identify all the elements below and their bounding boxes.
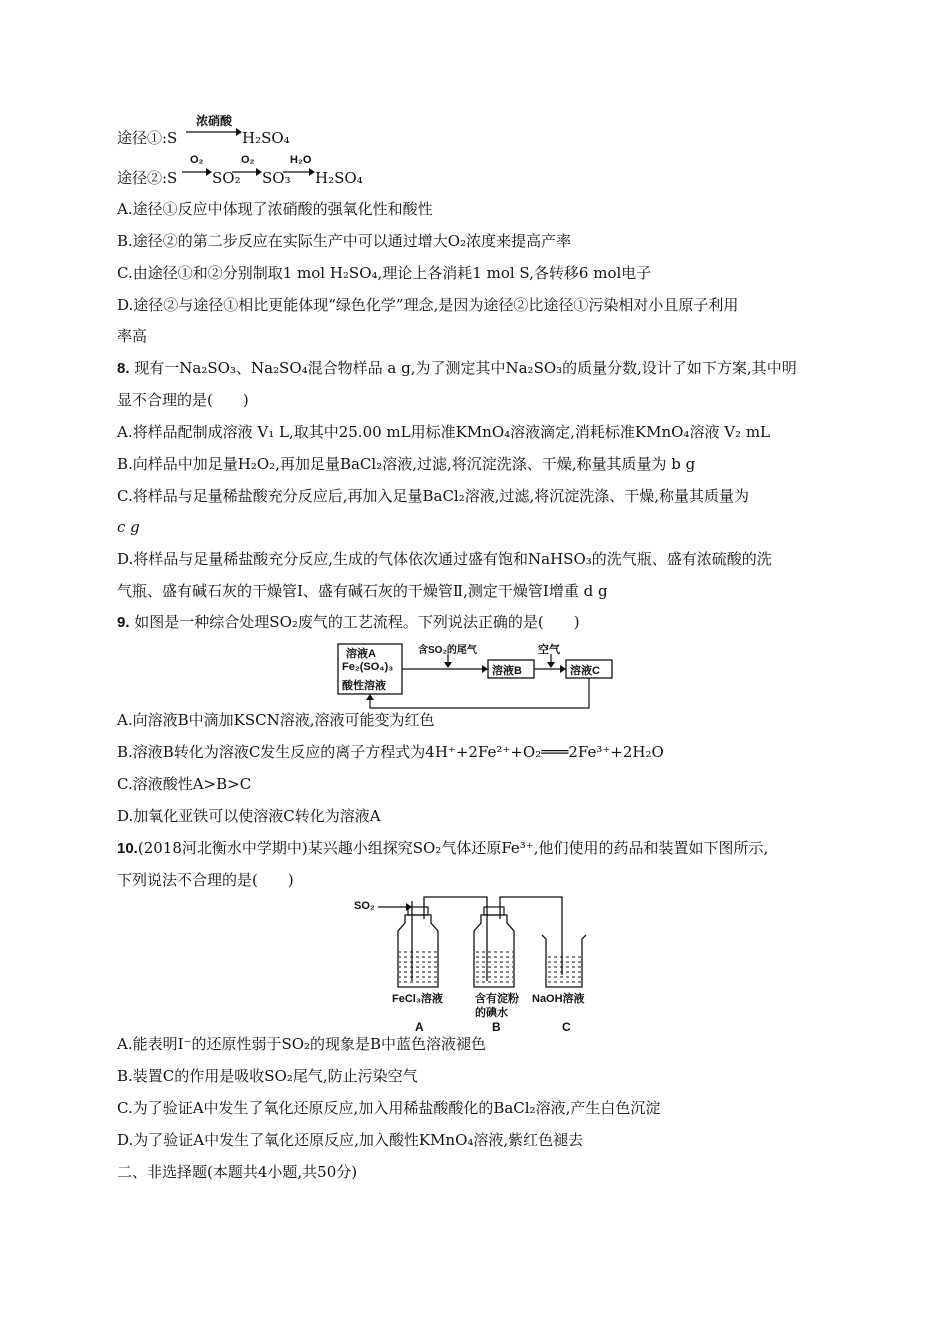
q8-option-a: A.将样品配制成溶液 V₁ L,取其中25.00 mL用标准KMnO₄溶液滴定,消耗标准KMnO₄溶液 V₂ mL — [117, 423, 771, 441]
q7-option-c: C.由途径①和②分别制取1 mol H₂SO₄,理论上各消耗1 mol S,各转移6 mol电子 — [117, 264, 652, 282]
q8-stem-line2: 显不合理的是( ) — [117, 391, 249, 409]
route2-product1: SO₂ — [212, 169, 241, 187]
q10-option-c: C.为了验证A中发生了氧化还原反应,加入用稀盐酸酸化的BaCl₂溶液,产生白色沉淀 — [117, 1099, 661, 1117]
route2-product2: SO₃ — [262, 169, 291, 187]
beaker-c — [542, 935, 586, 987]
route2-reagent2: O₂ — [241, 154, 255, 166]
q10-option-a: A.能表明I⁻的还原性弱于SO₂的现象是B中蓝色溶液褪色 — [117, 1035, 487, 1053]
q10-stem-text: (2018河北衡水中学期中)某兴趣小组探究SO₂气体还原Fe³⁺,他们使用的药品和装置如下图所示, — [137, 839, 769, 857]
q8-number: 8. — [117, 360, 130, 377]
q8-option-c-line2: c g — [117, 518, 140, 536]
q10-stem-line2: 下列说法不合理的是( ) — [117, 871, 294, 889]
q10-number: 10. — [117, 840, 138, 857]
route1-reagent: 浓硝酸 — [196, 114, 233, 128]
route1-prefix: 途径①:S — [117, 129, 178, 147]
label-acidic-solution: 酸性溶液 — [342, 680, 386, 692]
q10-stem-line1 — [117, 838, 768, 859]
q9-stem-text: 如图是一种综合处理SO₂废气的工艺流程。下列说法正确的是( ) — [134, 613, 580, 631]
route2-reagent1: O₂ — [190, 154, 204, 166]
q9-stem — [117, 612, 580, 633]
q9-option-a: A.向溶液B中滴加KSCN溶液,溶液可能变为红色 — [117, 711, 435, 729]
q7-option-a: A.途径①反应中体现了浓硝酸的强氧化性和酸性 — [117, 200, 433, 218]
q8-option-d-line1: D.将样品与足量稀盐酸充分反应,生成的气体依次通过盛有饱和NaHSO₃的洗气瓶、盛有浓硫酸的洗 — [117, 550, 772, 568]
section-two-heading: 二、非选择题(本题共4小题,共50分) — [117, 1163, 358, 1181]
label-starch-line1: 含有淀粉 — [475, 993, 519, 1005]
route2-arrow3 — [283, 166, 315, 178]
q10-apparatus-diagram — [350, 895, 610, 995]
route2-arrow2 — [232, 166, 262, 178]
route2-product3: H₂SO₄ — [315, 169, 363, 187]
label-so2-inlet: SO₂ — [354, 900, 375, 912]
label-fecl3: FeCl₃溶液 — [392, 993, 443, 1005]
route1-product: H₂SO₄ — [242, 129, 290, 147]
q10-option-d: D.为了验证A中发生了氧化还原反应,加入酸性KMnO₄溶液,紫红色褪去 — [117, 1131, 584, 1149]
label-starch-line2: 的碘水 — [475, 1007, 508, 1019]
label-so2-tail-gas: 含SO₂的尾气 — [418, 645, 477, 656]
q8-option-b: B.向样品中加足量H₂O₂,再加足量BaCl₂溶液,过滤,将沉淀洗涤、干燥,称量其质量为 b g — [117, 455, 696, 473]
q9-option-b: B.溶液B转化为溶液C发生反应的离子方程式为4H⁺+2Fe²⁺+O₂═══2Fe³⁺+2H₂O — [117, 743, 664, 761]
label-air: 空气 — [538, 644, 560, 656]
route2-reagent3: H₂O — [290, 154, 312, 166]
route2-prefix: 途径②:S — [117, 169, 178, 187]
q10-option-b: B.装置C的作用是吸收SO₂尾气,防止污染空气 — [117, 1067, 418, 1085]
q7-option-b: B.途径②的第二步反应在实际生产中可以通过增大O₂浓度来提高产率 — [117, 232, 572, 250]
label-fe2so43: Fe₂(SO₄)₃ — [342, 661, 394, 673]
label-solution-c: 溶液C — [570, 665, 600, 677]
route2-arrow1 — [182, 166, 212, 178]
bottle-b — [474, 901, 514, 987]
label-solution-a: 溶液A — [346, 648, 376, 660]
q9-option-c: C.溶液酸性A>B>C — [117, 775, 252, 793]
letter-c: C — [562, 1020, 571, 1034]
q8-option-c-line1: C.将样品与足量稀盐酸充分反应后,再加入足量BaCl₂溶液,过滤,将沉淀洗涤、干燥,称量其质量为 — [117, 487, 750, 505]
letter-b: B — [492, 1020, 501, 1034]
q9-option-d: D.加氧化亚铁可以使溶液C转化为溶液A — [117, 807, 381, 825]
q8-option-d-line2: 气瓶、盛有碱石灰的干燥管Ⅰ、盛有碱石灰的干燥管Ⅱ,测定干燥管Ⅰ增重 d g — [117, 582, 608, 600]
q9-number: 9. — [117, 614, 130, 631]
q7-option-d-line1: D.途径②与途径①相比更能体现“绿色化学”理念,是因为途径②比途径①污染相对小且原子利用 — [117, 296, 739, 314]
q8-stem-text: 现有一Na₂SO₃、Na₂SO₄混合物样品 a g,为了测定其中Na₂SO₃的质量分数,设计了如下方案,其中明 — [134, 359, 797, 377]
letter-a: A — [415, 1020, 424, 1034]
route1-arrow — [186, 126, 242, 138]
bottle-a — [398, 901, 438, 987]
label-naoh: NaOH溶液 — [532, 993, 585, 1005]
label-solution-b: 溶液B — [492, 665, 522, 677]
q8-stem-line1 — [117, 358, 797, 379]
q7-option-d-line2: 率高 — [117, 327, 148, 345]
